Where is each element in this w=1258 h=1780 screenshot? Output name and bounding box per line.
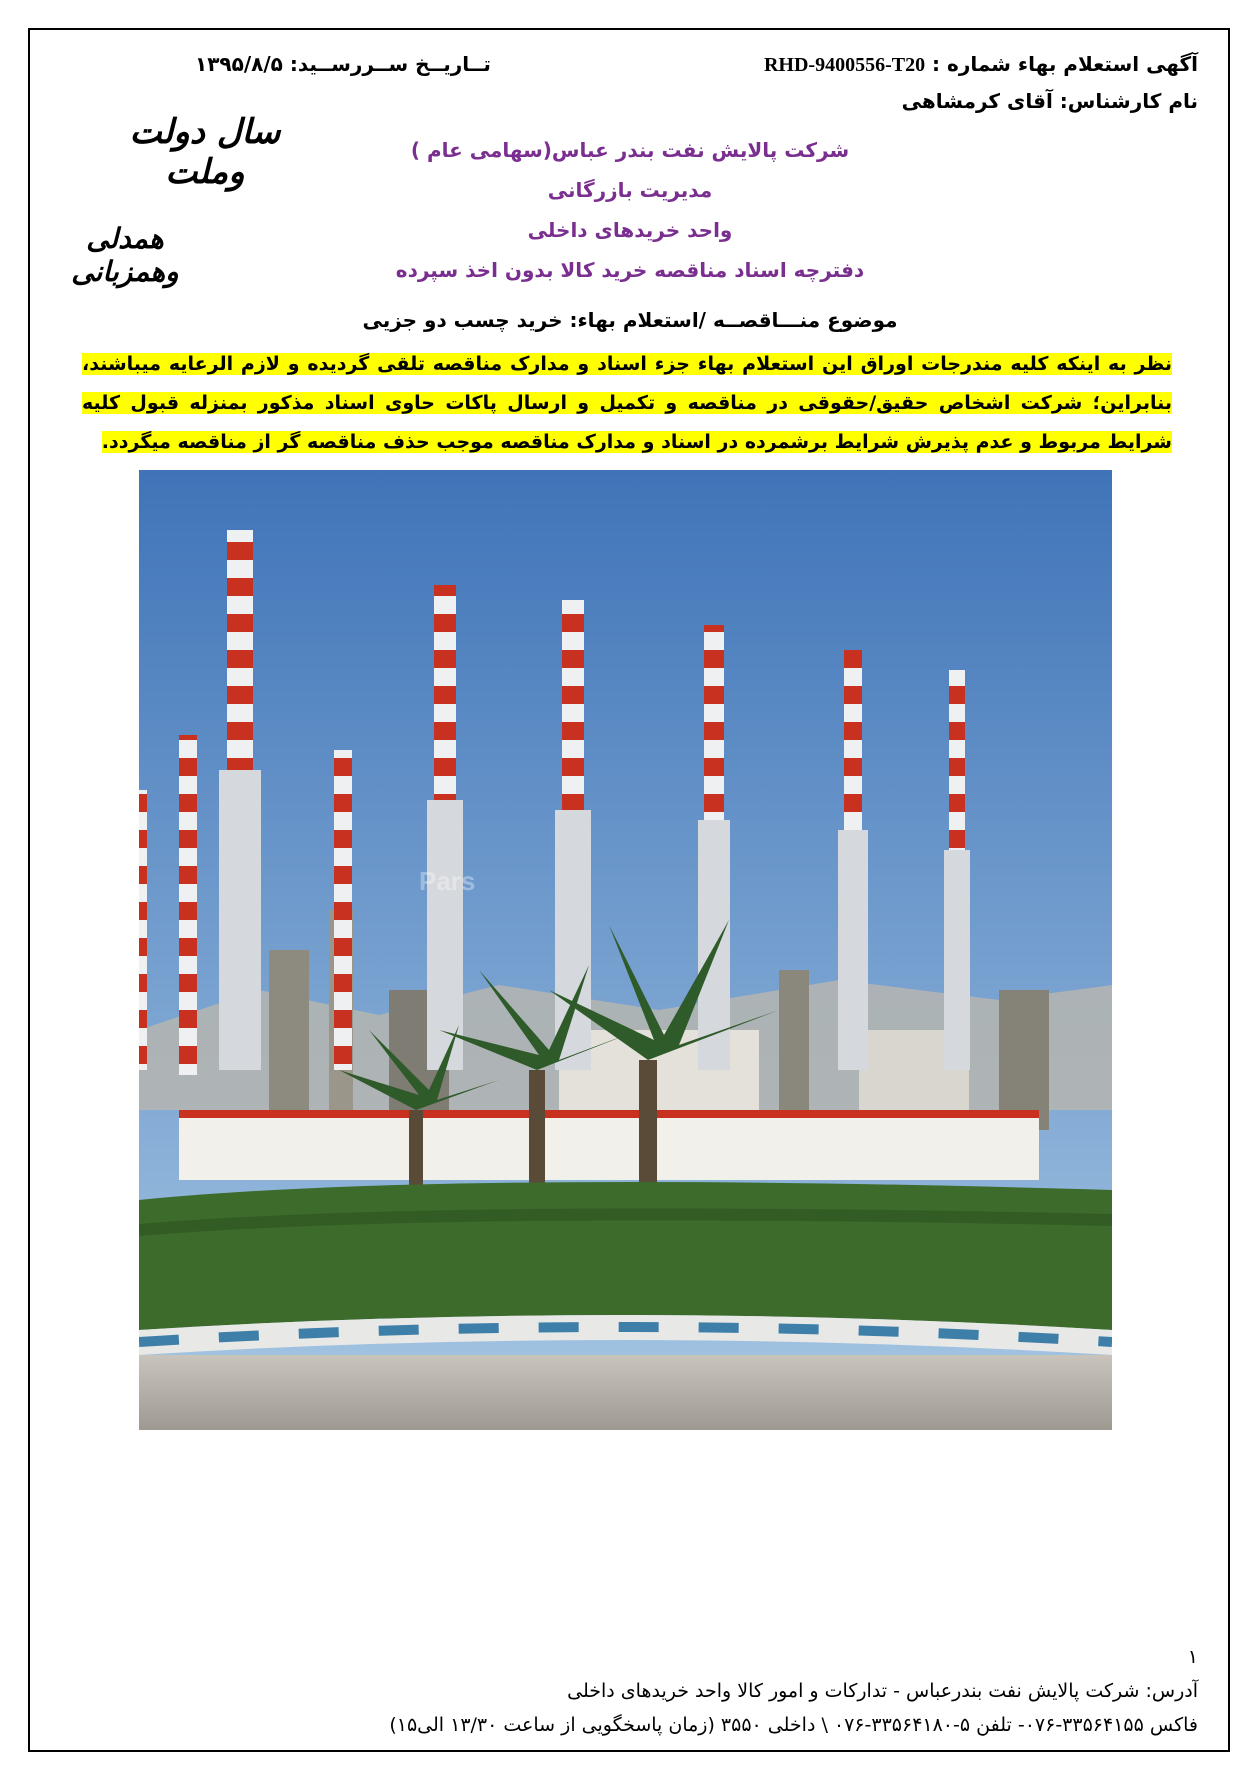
slogan-unity: همدلی وهمزبانی (71, 222, 179, 288)
ad-number-line (578, 46, 1198, 83)
slogan-year: سال دولت وملت (129, 112, 281, 192)
page-number: ۱ (1187, 1646, 1198, 1668)
footer (198, 1640, 1198, 1742)
title-block (330, 130, 930, 290)
notice-text: نظر به اینکه کلیه مندرجات اوراق این استعلام بهاء جزء اسناد و مدارک مناقصه تلقی گردیده و لازم الرعایه میباشند، بنابراین؛ شرکت اشخاص حقیق/حقوقی در مناقصه و تکمیل و ارسال پاکات حاوی اسناد مذکور بمنزله قبول کلیه شرایط مربوط و عدم پذیرش شرایط برشمرده در اسناد و مدارک مناقصه موجب حذف مناقصه گر از مناقصه میگردد. (82, 353, 1172, 453)
footer-contact: فاکس ۳۳۵۶۴۱۵۵-۰۷۶- تلفن ۵-۳۳۵۶۴۱۸۰-۰۷۶ \ داخلی ۳۵۵۰ (زمان پاسخگویی از ساعت ۱۳/۳۰ الی۱۵) (389, 1714, 1198, 1736)
ad-number-label: آگهی استعلام بهاء شماره : (932, 52, 1198, 76)
tender-subject: موضوع منـــاقصــه /استعلام بهاء: خرید چسب دو جزیی (362, 308, 898, 332)
deadline-value: ۱۳۹۵/۸/۵ (195, 52, 283, 76)
document-title: دفترچه اسناد مناقصه خرید کالا بدون اخذ سپرده (395, 258, 865, 282)
footer-address: آدرس: شرکت پالایش نفت بندرعباس - تدارکات و امور کالا واحد خریدهای داخلی (567, 1680, 1198, 1702)
ad-number: RHD-9400556-T20 (763, 54, 926, 76)
notice-paragraph (82, 345, 1172, 462)
department-name: مدیریت بازرگانی (547, 178, 713, 202)
refinery-photo-illustration (139, 470, 1112, 1430)
deadline-label: تــاریــخ ســررســید: (289, 52, 491, 76)
expert-line (578, 83, 1198, 119)
header-info (578, 46, 1198, 119)
expert-name: آقای کرمشاهی (901, 89, 1053, 113)
deadline (195, 46, 495, 82)
company-name: شرکت پالایش نفت بندر عباس(سهامی عام ) (410, 138, 850, 162)
photo-watermark: Pars (419, 866, 476, 896)
unit-name: واحد خریدهای داخلی (527, 218, 733, 242)
refinery-photo (139, 470, 1112, 1430)
expert-label: نام کارشناس: (1059, 89, 1198, 113)
